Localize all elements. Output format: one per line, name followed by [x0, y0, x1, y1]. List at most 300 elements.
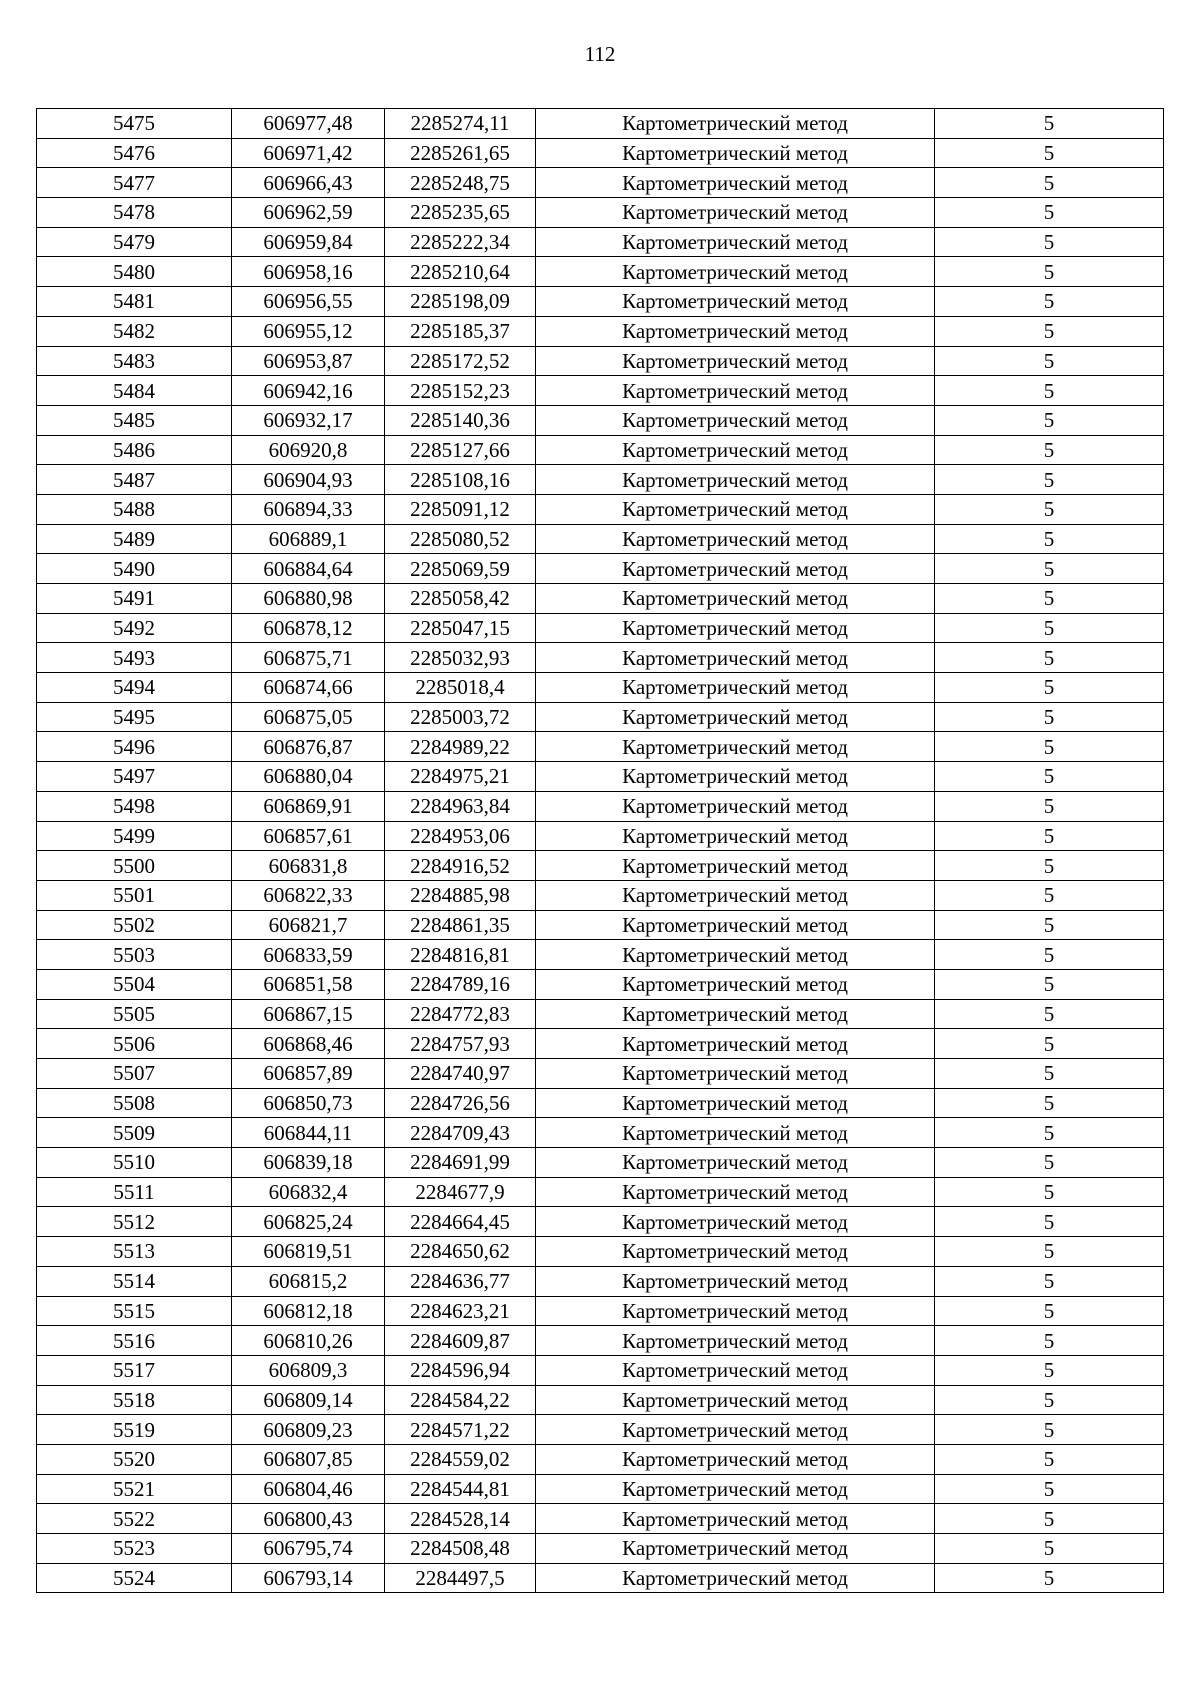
table-row — [37, 1534, 1164, 1564]
point-number-cell: 5483 — [37, 346, 232, 376]
method-cell: Картометрический метод — [536, 376, 935, 406]
y-coordinate-cell: 2284757,93 — [385, 1029, 536, 1059]
point-number-cell: 5517 — [37, 1355, 232, 1385]
accuracy-cell: 5 — [935, 109, 1164, 139]
accuracy-cell: 5 — [935, 1415, 1164, 1445]
y-coordinate-cell: 2284789,16 — [385, 969, 536, 999]
x-coordinate-cell: 606966,43 — [232, 168, 385, 198]
accuracy-cell: 5 — [935, 821, 1164, 851]
point-number-cell: 5478 — [37, 198, 232, 228]
accuracy-cell: 5 — [935, 584, 1164, 614]
table-row — [37, 1385, 1164, 1415]
x-coordinate-cell: 606920,8 — [232, 435, 385, 465]
table-row — [37, 1296, 1164, 1326]
point-number-cell: 5480 — [37, 257, 232, 287]
x-coordinate-cell: 606955,12 — [232, 316, 385, 346]
x-coordinate-cell: 606851,58 — [232, 969, 385, 999]
table-row — [37, 1266, 1164, 1296]
accuracy-cell: 5 — [935, 1504, 1164, 1534]
y-coordinate-cell: 2285152,23 — [385, 376, 536, 406]
y-coordinate-cell: 2284953,06 — [385, 821, 536, 851]
point-number-cell: 5515 — [37, 1296, 232, 1326]
table-row — [37, 346, 1164, 376]
table-row — [37, 1207, 1164, 1237]
accuracy-cell: 5 — [935, 1148, 1164, 1178]
table-row — [37, 702, 1164, 732]
method-cell: Картометрический метод — [536, 1474, 935, 1504]
coordinates-table — [36, 108, 1164, 1593]
accuracy-cell: 5 — [935, 465, 1164, 495]
method-cell: Картометрический метод — [536, 465, 935, 495]
table-row — [37, 1059, 1164, 1089]
table-row — [37, 791, 1164, 821]
method-cell: Картометрический метод — [536, 316, 935, 346]
table-row — [37, 613, 1164, 643]
table-row — [37, 821, 1164, 851]
method-cell: Картометрический метод — [536, 1355, 935, 1385]
point-number-cell: 5499 — [37, 821, 232, 851]
x-coordinate-cell: 606822,33 — [232, 880, 385, 910]
y-coordinate-cell: 2284885,98 — [385, 880, 536, 910]
x-coordinate-cell: 606868,46 — [232, 1029, 385, 1059]
point-number-cell: 5520 — [37, 1444, 232, 1474]
method-cell: Картометрический метод — [536, 1415, 935, 1445]
accuracy-cell: 5 — [935, 346, 1164, 376]
point-number-cell: 5512 — [37, 1207, 232, 1237]
x-coordinate-cell: 606962,59 — [232, 198, 385, 228]
accuracy-cell: 5 — [935, 1326, 1164, 1356]
accuracy-cell: 5 — [935, 643, 1164, 673]
y-coordinate-cell: 2285248,75 — [385, 168, 536, 198]
y-coordinate-cell: 2285108,16 — [385, 465, 536, 495]
table-row — [37, 198, 1164, 228]
method-cell: Картометрический метод — [536, 791, 935, 821]
y-coordinate-cell: 2285185,37 — [385, 316, 536, 346]
accuracy-cell: 5 — [935, 1296, 1164, 1326]
x-coordinate-cell: 606875,71 — [232, 643, 385, 673]
method-cell: Картометрический метод — [536, 1088, 935, 1118]
x-coordinate-cell: 606956,55 — [232, 287, 385, 317]
point-number-cell: 5490 — [37, 554, 232, 584]
method-cell: Картометрический метод — [536, 1444, 935, 1474]
y-coordinate-cell: 2284726,56 — [385, 1088, 536, 1118]
y-coordinate-cell: 2285058,42 — [385, 584, 536, 614]
method-cell: Картометрический метод — [536, 940, 935, 970]
x-coordinate-cell: 606959,84 — [232, 227, 385, 257]
table-row — [37, 405, 1164, 435]
point-number-cell: 5506 — [37, 1029, 232, 1059]
x-coordinate-cell: 606793,14 — [232, 1563, 385, 1593]
accuracy-cell: 5 — [935, 494, 1164, 524]
accuracy-cell: 5 — [935, 316, 1164, 346]
method-cell: Картометрический метод — [536, 880, 935, 910]
method-cell: Картометрический метод — [536, 969, 935, 999]
table-row — [37, 1029, 1164, 1059]
accuracy-cell: 5 — [935, 1059, 1164, 1089]
method-cell: Картометрический метод — [536, 1059, 935, 1089]
point-number-cell: 5513 — [37, 1237, 232, 1267]
table-row — [37, 109, 1164, 139]
y-coordinate-cell: 2285140,36 — [385, 405, 536, 435]
x-coordinate-cell: 606932,17 — [232, 405, 385, 435]
accuracy-cell: 5 — [935, 1534, 1164, 1564]
accuracy-cell: 5 — [935, 702, 1164, 732]
x-coordinate-cell: 606880,04 — [232, 762, 385, 792]
accuracy-cell: 5 — [935, 762, 1164, 792]
accuracy-cell: 5 — [935, 1177, 1164, 1207]
accuracy-cell: 5 — [935, 554, 1164, 584]
table-row — [37, 940, 1164, 970]
x-coordinate-cell: 606815,2 — [232, 1266, 385, 1296]
method-cell: Картометрический метод — [536, 138, 935, 168]
table-row — [37, 1563, 1164, 1593]
accuracy-cell: 5 — [935, 257, 1164, 287]
point-number-cell: 5505 — [37, 999, 232, 1029]
accuracy-cell: 5 — [935, 1355, 1164, 1385]
accuracy-cell: 5 — [935, 1444, 1164, 1474]
method-cell: Картометрический метод — [536, 435, 935, 465]
table-row — [37, 138, 1164, 168]
point-number-cell: 5516 — [37, 1326, 232, 1356]
accuracy-cell: 5 — [935, 1563, 1164, 1593]
y-coordinate-cell: 2284963,84 — [385, 791, 536, 821]
method-cell: Картометрический метод — [536, 524, 935, 554]
y-coordinate-cell: 2284528,14 — [385, 1504, 536, 1534]
y-coordinate-cell: 2284636,77 — [385, 1266, 536, 1296]
table-row — [37, 910, 1164, 940]
y-coordinate-cell: 2285235,65 — [385, 198, 536, 228]
method-cell: Картометрический метод — [536, 1534, 935, 1564]
accuracy-cell: 5 — [935, 227, 1164, 257]
x-coordinate-cell: 606958,16 — [232, 257, 385, 287]
method-cell: Картометрический метод — [536, 1237, 935, 1267]
y-coordinate-cell: 2285172,52 — [385, 346, 536, 376]
table-row — [37, 1474, 1164, 1504]
x-coordinate-cell: 606857,61 — [232, 821, 385, 851]
accuracy-cell: 5 — [935, 673, 1164, 703]
x-coordinate-cell: 606867,15 — [232, 999, 385, 1029]
x-coordinate-cell: 606821,7 — [232, 910, 385, 940]
x-coordinate-cell: 606819,51 — [232, 1237, 385, 1267]
y-coordinate-cell: 2284650,62 — [385, 1237, 536, 1267]
table-row — [37, 584, 1164, 614]
y-coordinate-cell: 2284497,5 — [385, 1563, 536, 1593]
table-row — [37, 851, 1164, 881]
point-number-cell: 5486 — [37, 435, 232, 465]
x-coordinate-cell: 606807,85 — [232, 1444, 385, 1474]
x-coordinate-cell: 606971,42 — [232, 138, 385, 168]
method-cell: Картометрический метод — [536, 198, 935, 228]
y-coordinate-cell: 2284559,02 — [385, 1444, 536, 1474]
table-row — [37, 969, 1164, 999]
y-coordinate-cell: 2284544,81 — [385, 1474, 536, 1504]
table-row — [37, 376, 1164, 406]
x-coordinate-cell: 606876,87 — [232, 732, 385, 762]
accuracy-cell: 5 — [935, 1266, 1164, 1296]
x-coordinate-cell: 606977,48 — [232, 109, 385, 139]
method-cell: Картометрический метод — [536, 732, 935, 762]
method-cell: Картометрический метод — [536, 287, 935, 317]
point-number-cell: 5522 — [37, 1504, 232, 1534]
table-row — [37, 1088, 1164, 1118]
method-cell: Картометрический метод — [536, 999, 935, 1029]
table-row — [37, 1177, 1164, 1207]
accuracy-cell: 5 — [935, 910, 1164, 940]
x-coordinate-cell: 606880,98 — [232, 584, 385, 614]
x-coordinate-cell: 606875,05 — [232, 702, 385, 732]
page-number: 112 — [584, 42, 616, 66]
point-number-cell: 5524 — [37, 1563, 232, 1593]
x-coordinate-cell: 606874,66 — [232, 673, 385, 703]
point-number-cell: 5511 — [37, 1177, 232, 1207]
accuracy-cell: 5 — [935, 1029, 1164, 1059]
accuracy-cell: 5 — [935, 940, 1164, 970]
x-coordinate-cell: 606884,64 — [232, 554, 385, 584]
y-coordinate-cell: 2285080,52 — [385, 524, 536, 554]
method-cell: Картометрический метод — [536, 1563, 935, 1593]
accuracy-cell: 5 — [935, 287, 1164, 317]
y-coordinate-cell: 2284508,48 — [385, 1534, 536, 1564]
method-cell: Картометрический метод — [536, 554, 935, 584]
point-number-cell: 5509 — [37, 1118, 232, 1148]
point-number-cell: 5498 — [37, 791, 232, 821]
y-coordinate-cell: 2285069,59 — [385, 554, 536, 584]
table-row — [37, 762, 1164, 792]
table-row — [37, 999, 1164, 1029]
accuracy-cell: 5 — [935, 405, 1164, 435]
y-coordinate-cell: 2284584,22 — [385, 1385, 536, 1415]
y-coordinate-cell: 2284709,43 — [385, 1118, 536, 1148]
point-number-cell: 5521 — [37, 1474, 232, 1504]
point-number-cell: 5501 — [37, 880, 232, 910]
point-number-cell: 5500 — [37, 851, 232, 881]
table-row — [37, 1355, 1164, 1385]
method-cell: Картометрический метод — [536, 1385, 935, 1415]
point-number-cell: 5475 — [37, 109, 232, 139]
accuracy-cell: 5 — [935, 1474, 1164, 1504]
x-coordinate-cell: 606809,3 — [232, 1355, 385, 1385]
point-number-cell: 5481 — [37, 287, 232, 317]
table-row — [37, 880, 1164, 910]
y-coordinate-cell: 2284740,97 — [385, 1059, 536, 1089]
table-row — [37, 257, 1164, 287]
method-cell: Картометрический метод — [536, 821, 935, 851]
x-coordinate-cell: 606810,26 — [232, 1326, 385, 1356]
method-cell: Картометрический метод — [536, 910, 935, 940]
accuracy-cell: 5 — [935, 435, 1164, 465]
table-row — [37, 732, 1164, 762]
point-number-cell: 5482 — [37, 316, 232, 346]
point-number-cell: 5523 — [37, 1534, 232, 1564]
y-coordinate-cell: 2284664,45 — [385, 1207, 536, 1237]
point-number-cell: 5497 — [37, 762, 232, 792]
table-row — [37, 1237, 1164, 1267]
accuracy-cell: 5 — [935, 999, 1164, 1029]
x-coordinate-cell: 606839,18 — [232, 1148, 385, 1178]
method-cell: Картометрический метод — [536, 109, 935, 139]
method-cell: Картометрический метод — [536, 494, 935, 524]
y-coordinate-cell: 2285274,11 — [385, 109, 536, 139]
point-number-cell: 5484 — [37, 376, 232, 406]
accuracy-cell: 5 — [935, 138, 1164, 168]
accuracy-cell: 5 — [935, 168, 1164, 198]
x-coordinate-cell: 606825,24 — [232, 1207, 385, 1237]
y-coordinate-cell: 2285003,72 — [385, 702, 536, 732]
x-coordinate-cell: 606889,1 — [232, 524, 385, 554]
y-coordinate-cell: 2284609,87 — [385, 1326, 536, 1356]
accuracy-cell: 5 — [935, 1207, 1164, 1237]
accuracy-cell: 5 — [935, 791, 1164, 821]
method-cell: Картометрический метод — [536, 257, 935, 287]
point-number-cell: 5488 — [37, 494, 232, 524]
method-cell: Картометрический метод — [536, 346, 935, 376]
point-number-cell: 5504 — [37, 969, 232, 999]
y-coordinate-cell: 2284861,35 — [385, 910, 536, 940]
point-number-cell: 5485 — [37, 405, 232, 435]
x-coordinate-cell: 606809,14 — [232, 1385, 385, 1415]
x-coordinate-cell: 606894,33 — [232, 494, 385, 524]
method-cell: Картометрический метод — [536, 613, 935, 643]
y-coordinate-cell: 2284916,52 — [385, 851, 536, 881]
method-cell: Картометрический метод — [536, 1029, 935, 1059]
method-cell: Картометрический метод — [536, 168, 935, 198]
x-coordinate-cell: 606850,73 — [232, 1088, 385, 1118]
y-coordinate-cell: 2285210,64 — [385, 257, 536, 287]
table-row — [37, 287, 1164, 317]
table-row — [37, 494, 1164, 524]
method-cell: Картометрический метод — [536, 1266, 935, 1296]
x-coordinate-cell: 606812,18 — [232, 1296, 385, 1326]
x-coordinate-cell: 606869,91 — [232, 791, 385, 821]
point-number-cell: 5494 — [37, 673, 232, 703]
table-row — [37, 465, 1164, 495]
x-coordinate-cell: 606832,4 — [232, 1177, 385, 1207]
accuracy-cell: 5 — [935, 851, 1164, 881]
point-number-cell: 5491 — [37, 584, 232, 614]
x-coordinate-cell: 606878,12 — [232, 613, 385, 643]
method-cell: Картометрический метод — [536, 1118, 935, 1148]
point-number-cell: 5476 — [37, 138, 232, 168]
x-coordinate-cell: 606904,93 — [232, 465, 385, 495]
accuracy-cell: 5 — [935, 198, 1164, 228]
table-row — [37, 227, 1164, 257]
y-coordinate-cell: 2284691,99 — [385, 1148, 536, 1178]
method-cell: Картометрический метод — [536, 584, 935, 614]
x-coordinate-cell: 606804,46 — [232, 1474, 385, 1504]
table-row — [37, 1415, 1164, 1445]
table-row — [37, 1118, 1164, 1148]
table-row — [37, 1444, 1164, 1474]
y-coordinate-cell: 2284677,9 — [385, 1177, 536, 1207]
point-number-cell: 5487 — [37, 465, 232, 495]
point-number-cell: 5503 — [37, 940, 232, 970]
y-coordinate-cell: 2285261,65 — [385, 138, 536, 168]
table-row — [37, 1504, 1164, 1534]
accuracy-cell: 5 — [935, 1088, 1164, 1118]
method-cell: Картометрический метод — [536, 227, 935, 257]
accuracy-cell: 5 — [935, 1237, 1164, 1267]
y-coordinate-cell: 2284816,81 — [385, 940, 536, 970]
point-number-cell: 5502 — [37, 910, 232, 940]
table-row — [37, 316, 1164, 346]
point-number-cell: 5479 — [37, 227, 232, 257]
method-cell: Картометрический метод — [536, 1296, 935, 1326]
x-coordinate-cell: 606795,74 — [232, 1534, 385, 1564]
accuracy-cell: 5 — [935, 1118, 1164, 1148]
x-coordinate-cell: 606844,11 — [232, 1118, 385, 1148]
y-coordinate-cell: 2285018,4 — [385, 673, 536, 703]
table-row — [37, 1148, 1164, 1178]
method-cell: Картометрический метод — [536, 1326, 935, 1356]
method-cell: Картометрический метод — [536, 643, 935, 673]
y-coordinate-cell: 2284571,22 — [385, 1415, 536, 1445]
point-number-cell: 5508 — [37, 1088, 232, 1118]
point-number-cell: 5489 — [37, 524, 232, 554]
y-coordinate-cell: 2285032,93 — [385, 643, 536, 673]
accuracy-cell: 5 — [935, 376, 1164, 406]
method-cell: Картометрический метод — [536, 1504, 935, 1534]
point-number-cell: 5519 — [37, 1415, 232, 1445]
table-row — [37, 554, 1164, 584]
point-number-cell: 5496 — [37, 732, 232, 762]
point-number-cell: 5492 — [37, 613, 232, 643]
x-coordinate-cell: 606831,8 — [232, 851, 385, 881]
x-coordinate-cell: 606942,16 — [232, 376, 385, 406]
point-number-cell: 5495 — [37, 702, 232, 732]
y-coordinate-cell: 2284975,21 — [385, 762, 536, 792]
method-cell: Картометрический метод — [536, 1207, 935, 1237]
method-cell: Картометрический метод — [536, 702, 935, 732]
x-coordinate-cell: 606857,89 — [232, 1059, 385, 1089]
coordinates-table-body — [37, 109, 1164, 1593]
y-coordinate-cell: 2285198,09 — [385, 287, 536, 317]
point-number-cell: 5514 — [37, 1266, 232, 1296]
accuracy-cell: 5 — [935, 880, 1164, 910]
y-coordinate-cell: 2285091,12 — [385, 494, 536, 524]
y-coordinate-cell: 2284623,21 — [385, 1296, 536, 1326]
y-coordinate-cell: 2285047,15 — [385, 613, 536, 643]
point-number-cell: 5477 — [37, 168, 232, 198]
accuracy-cell: 5 — [935, 732, 1164, 762]
accuracy-cell: 5 — [935, 524, 1164, 554]
point-number-cell: 5507 — [37, 1059, 232, 1089]
point-number-cell: 5518 — [37, 1385, 232, 1415]
x-coordinate-cell: 606953,87 — [232, 346, 385, 376]
x-coordinate-cell: 606833,59 — [232, 940, 385, 970]
method-cell: Картометрический метод — [536, 1177, 935, 1207]
y-coordinate-cell: 2284596,94 — [385, 1355, 536, 1385]
table-row — [37, 673, 1164, 703]
y-coordinate-cell: 2284772,83 — [385, 999, 536, 1029]
method-cell: Картометрический метод — [536, 673, 935, 703]
method-cell: Картометрический метод — [536, 851, 935, 881]
point-number-cell: 5510 — [37, 1148, 232, 1178]
table-row — [37, 1326, 1164, 1356]
table-row — [37, 168, 1164, 198]
y-coordinate-cell: 2285222,34 — [385, 227, 536, 257]
method-cell: Картометрический метод — [536, 762, 935, 792]
y-coordinate-cell: 2285127,66 — [385, 435, 536, 465]
table-row — [37, 435, 1164, 465]
point-number-cell: 5493 — [37, 643, 232, 673]
table-row — [37, 643, 1164, 673]
method-cell: Картометрический метод — [536, 1148, 935, 1178]
accuracy-cell: 5 — [935, 1385, 1164, 1415]
x-coordinate-cell: 606800,43 — [232, 1504, 385, 1534]
y-coordinate-cell: 2284989,22 — [385, 732, 536, 762]
accuracy-cell: 5 — [935, 969, 1164, 999]
method-cell: Картометрический метод — [536, 405, 935, 435]
